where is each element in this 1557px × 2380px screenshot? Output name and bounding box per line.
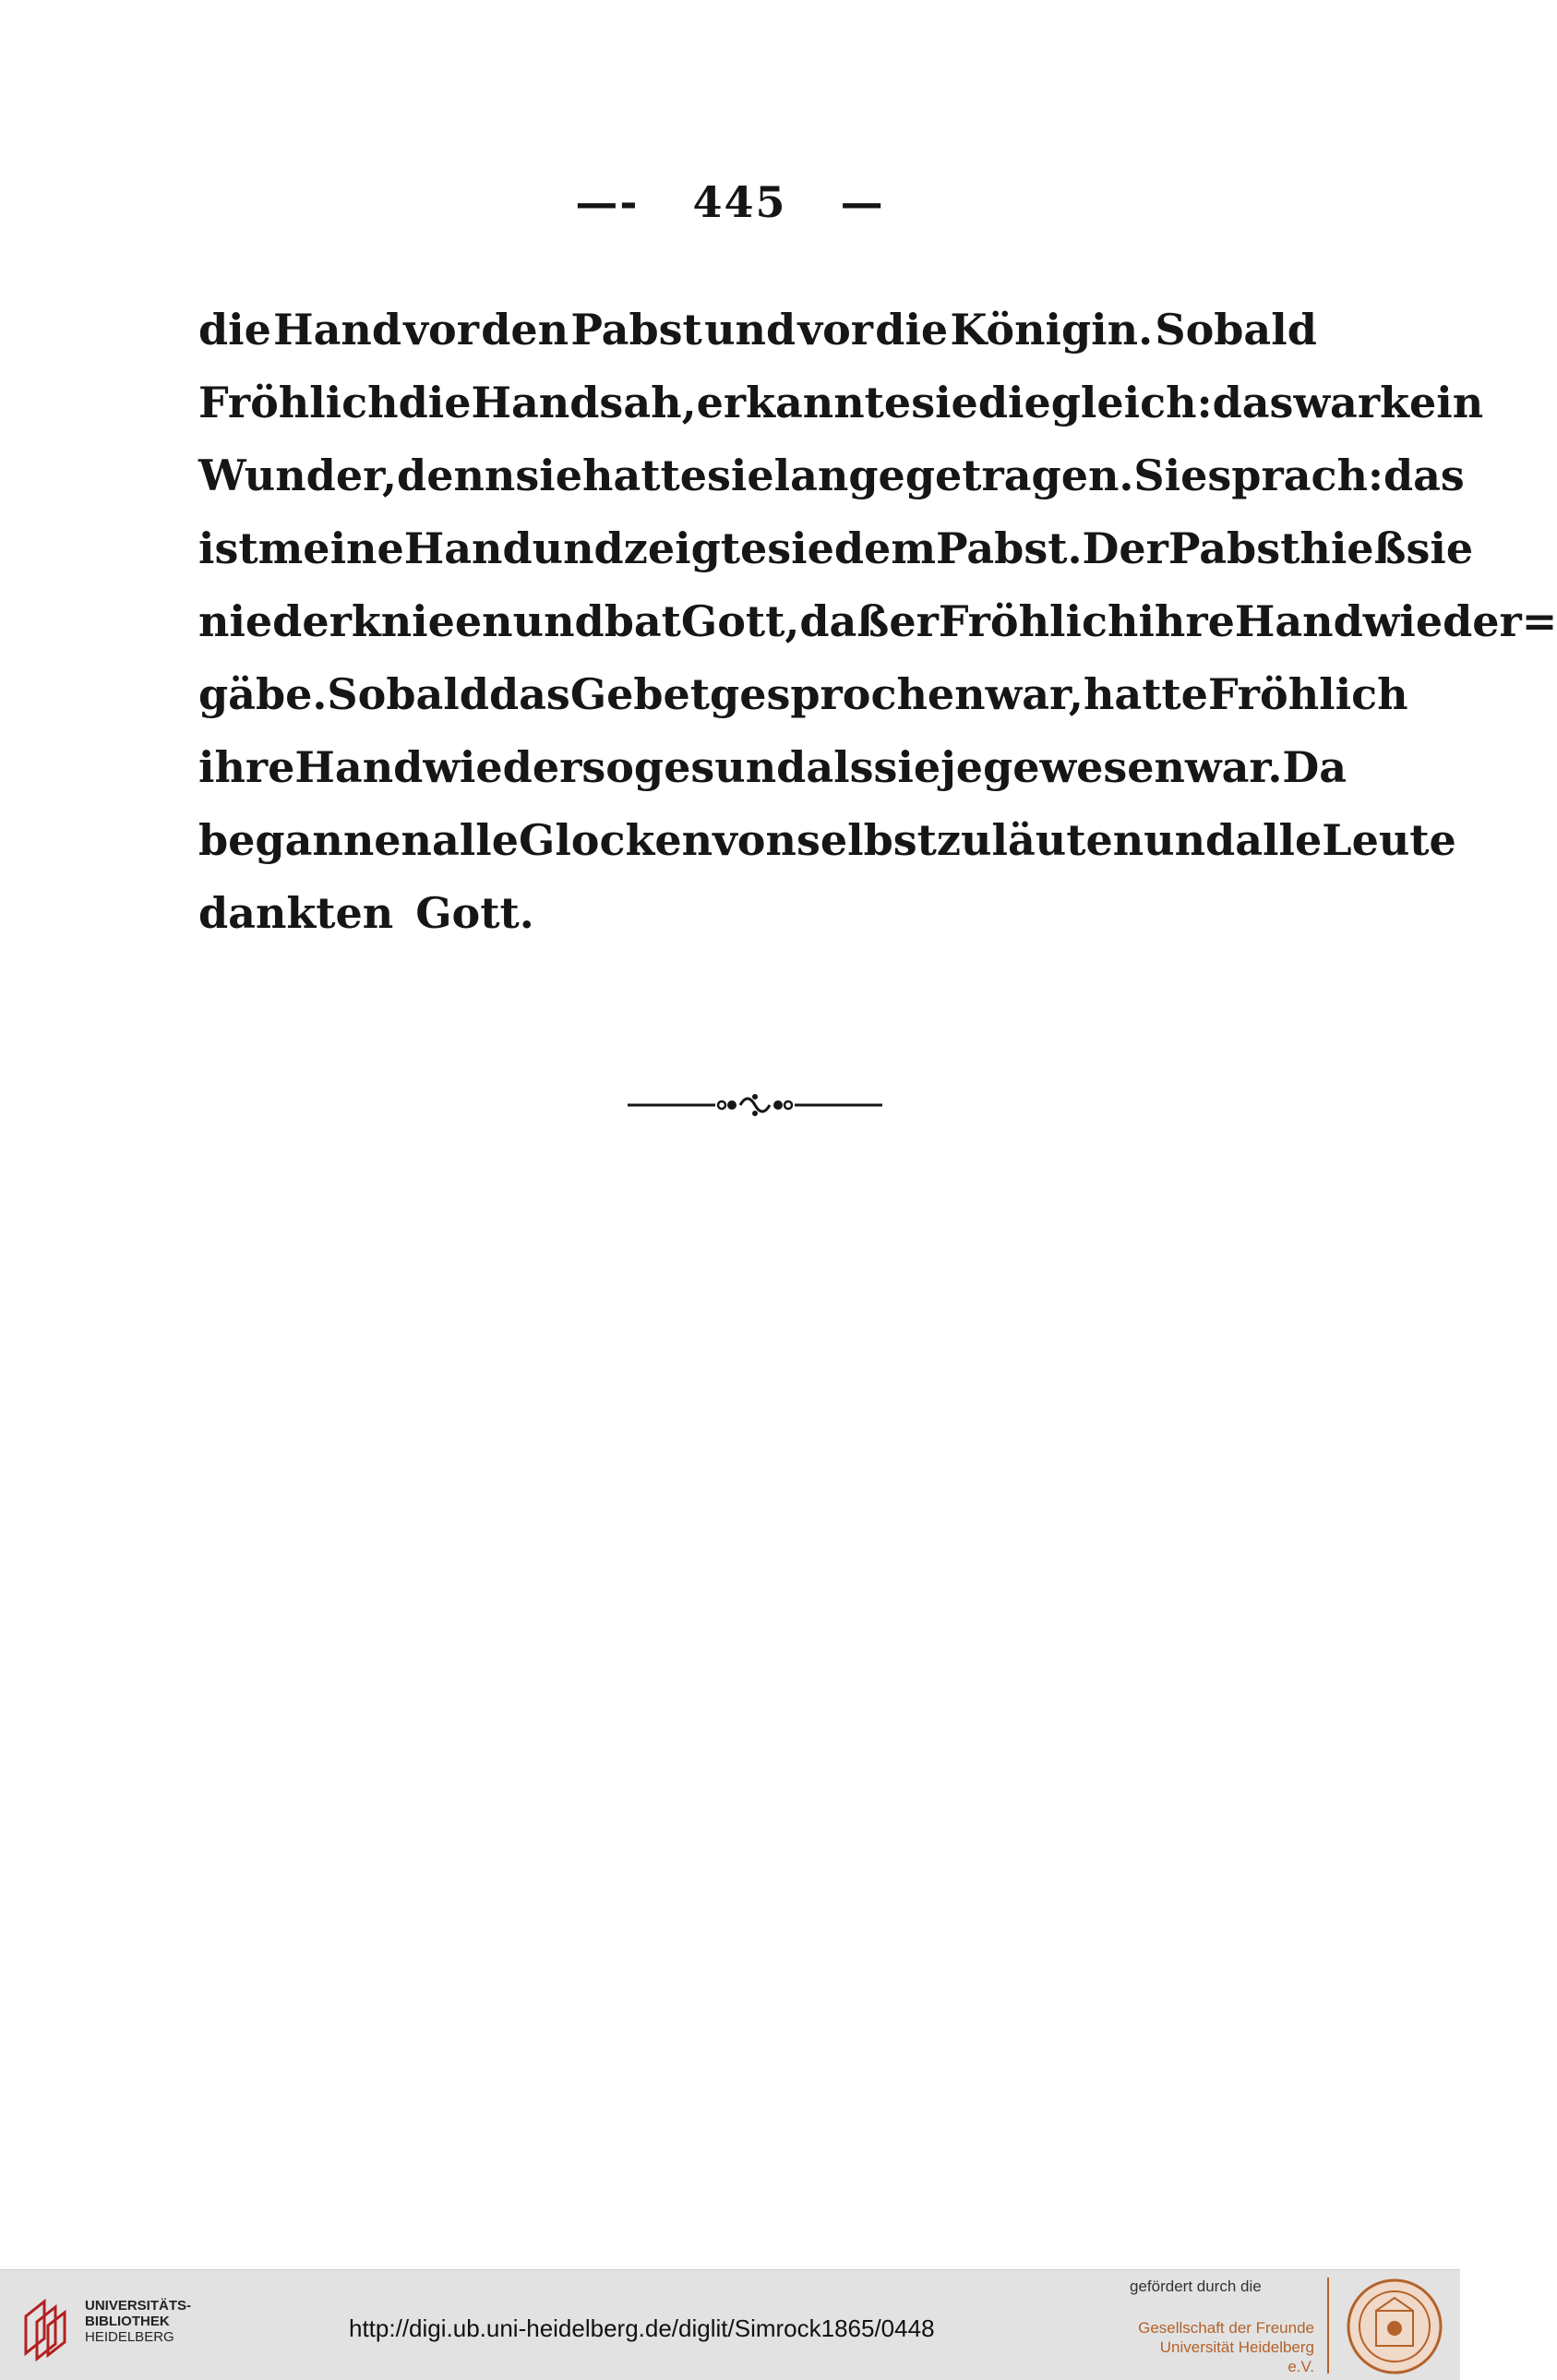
word: ihre <box>198 742 295 792</box>
word: vor <box>797 305 874 355</box>
word: Gott. <box>415 888 534 938</box>
word: Sobald <box>1155 305 1317 355</box>
word: und <box>1144 815 1236 865</box>
word: Fröhlich <box>198 378 399 427</box>
word: Hand <box>403 523 533 573</box>
word: sie <box>767 523 834 573</box>
word: kein <box>1380 378 1484 427</box>
word: Glocken <box>519 815 713 865</box>
footer-bar <box>0 2269 1460 2380</box>
word: getragen. <box>904 451 1134 500</box>
text-line <box>198 367 1484 439</box>
word: Da <box>1282 742 1347 792</box>
header-right-dash: — <box>840 177 885 227</box>
text-line <box>198 658 1408 731</box>
word: das <box>1212 378 1294 427</box>
library-name-line2: BIBLIOTHEK <box>85 2314 170 2329</box>
sponsor-name <box>1137 2318 1314 2376</box>
word: ist <box>198 523 258 573</box>
page-header <box>0 177 1460 227</box>
word: gesund <box>633 742 807 792</box>
word: wieder <box>423 742 582 792</box>
word: denn <box>397 451 516 500</box>
ornament-divider-icon <box>628 1089 882 1121</box>
word: hatte <box>582 451 708 500</box>
text-line <box>198 804 1456 877</box>
word: als <box>806 742 874 792</box>
word: lange <box>773 451 905 500</box>
word: war <box>1293 378 1381 427</box>
body-text <box>198 294 1557 950</box>
sponsor-name-line2: Universität Heidelberg e.V. <box>1159 2338 1314 2375</box>
word: die <box>875 305 949 355</box>
library-name <box>85 2298 191 2345</box>
page-number: 445 <box>692 177 787 227</box>
word: war. <box>1184 742 1283 792</box>
source-url[interactable]: http://digi.ub.uni-heidelberg.de/diglit/Simrock1865/0448 <box>349 2314 935 2342</box>
sponsor-label: gefördert durch die <box>1130 2278 1262 2295</box>
word: je <box>940 742 984 792</box>
word: meine <box>258 523 404 573</box>
word: selbst <box>796 815 937 865</box>
word: dem <box>833 523 936 573</box>
word: sie <box>707 451 774 500</box>
text-line <box>198 294 1317 367</box>
word: sprach: <box>1207 451 1383 500</box>
word: zu <box>936 815 992 865</box>
word: dankten <box>198 888 394 938</box>
word: Pabst. <box>936 523 1083 573</box>
word: das <box>1383 451 1465 500</box>
word: die <box>198 305 271 355</box>
word: Fröhlich <box>1207 669 1408 719</box>
word: Fröhlich <box>938 596 1139 646</box>
word: daß <box>799 596 890 646</box>
word: die <box>398 378 472 427</box>
word: Sobald <box>327 669 489 719</box>
word: Pabst <box>1168 523 1300 573</box>
word: so <box>581 742 634 792</box>
text-line <box>198 512 1474 585</box>
word: den <box>481 305 569 355</box>
header-left-dash: —- <box>575 177 640 227</box>
word: erkannte <box>696 378 912 427</box>
library-name-line3: HEIDELBERG <box>85 2329 174 2345</box>
word: und <box>532 523 624 573</box>
word: sie <box>1406 523 1474 573</box>
word: Gott, <box>680 596 800 646</box>
word: die <box>977 378 1051 427</box>
word: gewesen <box>983 742 1185 792</box>
word: Hand <box>273 305 402 355</box>
word: niederknieen <box>198 596 513 646</box>
word: Gebet <box>569 669 711 719</box>
word: das <box>488 669 570 719</box>
word: Leute <box>1322 815 1456 865</box>
word: gesprochen <box>710 669 986 719</box>
word: von <box>713 815 796 865</box>
word: alle <box>432 815 520 865</box>
word: gäbe. <box>198 669 328 719</box>
word: Königin. <box>950 305 1154 355</box>
word: vor <box>403 305 479 355</box>
word: und <box>704 305 796 355</box>
word: Der <box>1082 523 1168 573</box>
word: alle <box>1235 815 1323 865</box>
word: und <box>512 596 605 646</box>
text-line <box>198 877 1317 950</box>
word: war, <box>985 669 1084 719</box>
word: Hand <box>471 378 600 427</box>
footer-divider <box>1327 2278 1329 2374</box>
text-line <box>198 585 1557 658</box>
word: sie <box>873 742 941 792</box>
university-seal-icon <box>1346 2278 1443 2375</box>
word: läuten <box>991 815 1144 865</box>
word: Pabst <box>570 305 702 355</box>
word: Wunder, <box>198 451 398 500</box>
word: sie <box>911 378 978 427</box>
word: ihre <box>1138 596 1235 646</box>
word: bat <box>604 596 681 646</box>
word: sah, <box>599 378 697 427</box>
word: Hand <box>1234 596 1363 646</box>
word: hieß <box>1299 523 1407 573</box>
word: gleich: <box>1050 378 1213 427</box>
library-logo-icon <box>17 2289 74 2362</box>
word: sie <box>515 451 582 500</box>
word: begannen <box>198 815 432 865</box>
word: wieder= <box>1362 596 1557 646</box>
word: er <box>889 596 939 646</box>
word: zeigte <box>623 523 768 573</box>
library-name-line1: UNIVERSITÄTS- <box>85 2298 192 2314</box>
text-line <box>198 439 1465 512</box>
text-line <box>198 731 1347 804</box>
sponsor-name-line1: Gesellschaft der Freunde <box>1138 2319 1314 2337</box>
word: Sie <box>1133 451 1208 500</box>
word: hatte <box>1083 669 1208 719</box>
word: Hand <box>294 742 424 792</box>
